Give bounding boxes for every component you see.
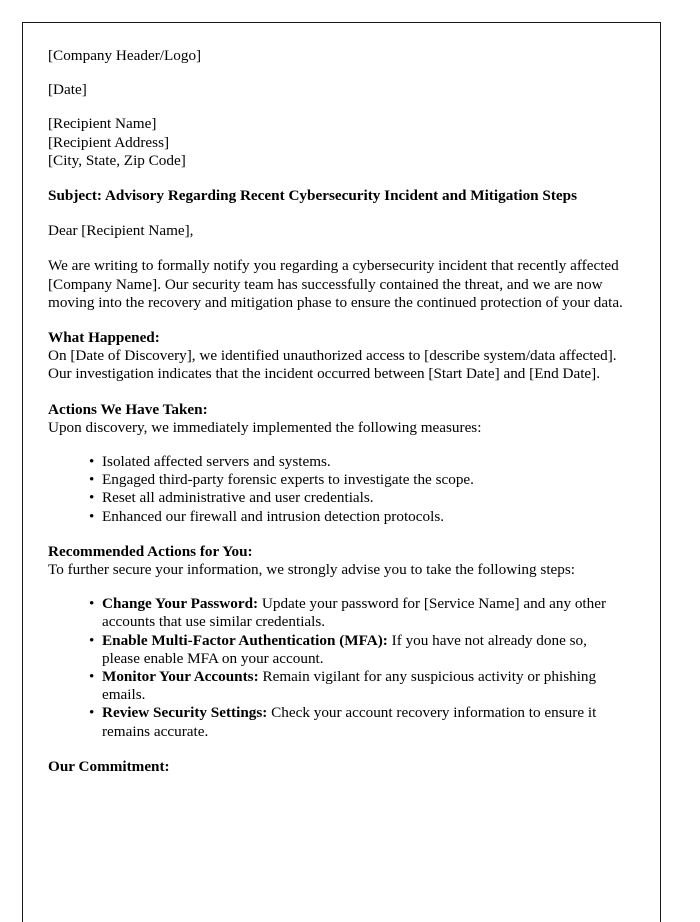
spacer [48,741,623,758]
heading-actions-taken: Actions We Have Taken: [48,400,208,418]
recommended-actions-list [48,595,623,741]
list-item-text: Enhanced our firewall and intrusion detection protocols. [102,507,445,525]
recipient-name: [Recipient Name] [48,115,157,133]
list-item-text: Reset all administrative and user credentials. [102,489,374,507]
list-item-text: Check your account recovery information to ensure it remains accurate. [102,704,597,740]
list-item-lead: Monitor Your Accounts: [102,668,259,686]
company-header-placeholder: [Company Header/Logo] [48,47,202,64]
spacer [48,579,623,595]
spacer [48,526,623,543]
list-item-text: If you have not already done so, please enable MFA on your account. [102,631,587,667]
recipient-city-state-zip: [City, State, Zip Code] [48,151,186,169]
letter-body [48,47,623,776]
list-item [89,668,623,704]
list-item [89,632,623,668]
list-item [89,595,623,631]
heading-our-commitment: Our Commitment: [48,757,170,775]
list-item [89,704,623,740]
list-item-lead: Review Security Settings: [102,704,268,722]
list-item-text: Isolated affected servers and systems. [102,453,331,471]
spacer [48,205,623,222]
paragraph-actions-taken: Upon discovery, we immediately implemented the following measures: [48,418,482,436]
actions-taken-list [48,453,623,526]
heading-recommended-actions: Recommended Actions for You: [48,542,253,560]
intro-paragraph: We are writing to formally notify you regarding a cybersecurity incident that recently affected [Company Name]. Our security team has successfully contained the threat, and we are now moving into the recovery and mitigation phase to ensure the continued protection of your data. [48,257,623,311]
list-item-text: Remain vigilant for any suspicious activity or phishing emails. [102,668,597,704]
list-item [89,489,623,507]
list-item [89,453,623,471]
spacer [48,384,623,401]
spacer [48,170,623,187]
date-line: [Date] [48,81,87,99]
list-item-text: Engaged third-party forensic experts to investigate the scope. [102,471,474,489]
spacer [48,437,623,453]
paragraph-what-happened: On [Date of Discovery], we identified unauthorized access to [describe system/data affected]. Our investigation indicates that the incident occurred between [Start Date] and [End Date]. [48,347,617,383]
spacer [48,240,623,257]
spacer [48,99,623,115]
list-item [89,508,623,526]
paragraph-recommended-actions: To further secure your information, we strongly advise you to take the following steps: [48,561,576,579]
list-item-text: Update your password for [Service Name] and any other accounts that use similar credentials. [102,595,607,631]
list-item-lead: Change Your Password: [102,595,259,613]
recipient-address: [Recipient Address] [48,133,170,151]
subject-line: Subject: Advisory Regarding Recent Cybersecurity Incident and Mitigation Steps [48,187,578,205]
list-item [89,471,623,489]
list-item-lead: Enable Multi-Factor Authentication (MFA): [102,631,388,649]
recipient-block [48,115,623,170]
spacer [48,312,623,329]
heading-what-happened: What Happened: [48,329,160,347]
document-page [22,22,661,922]
salutation: Dear [Recipient Name], [48,222,194,240]
spacer [48,65,623,81]
